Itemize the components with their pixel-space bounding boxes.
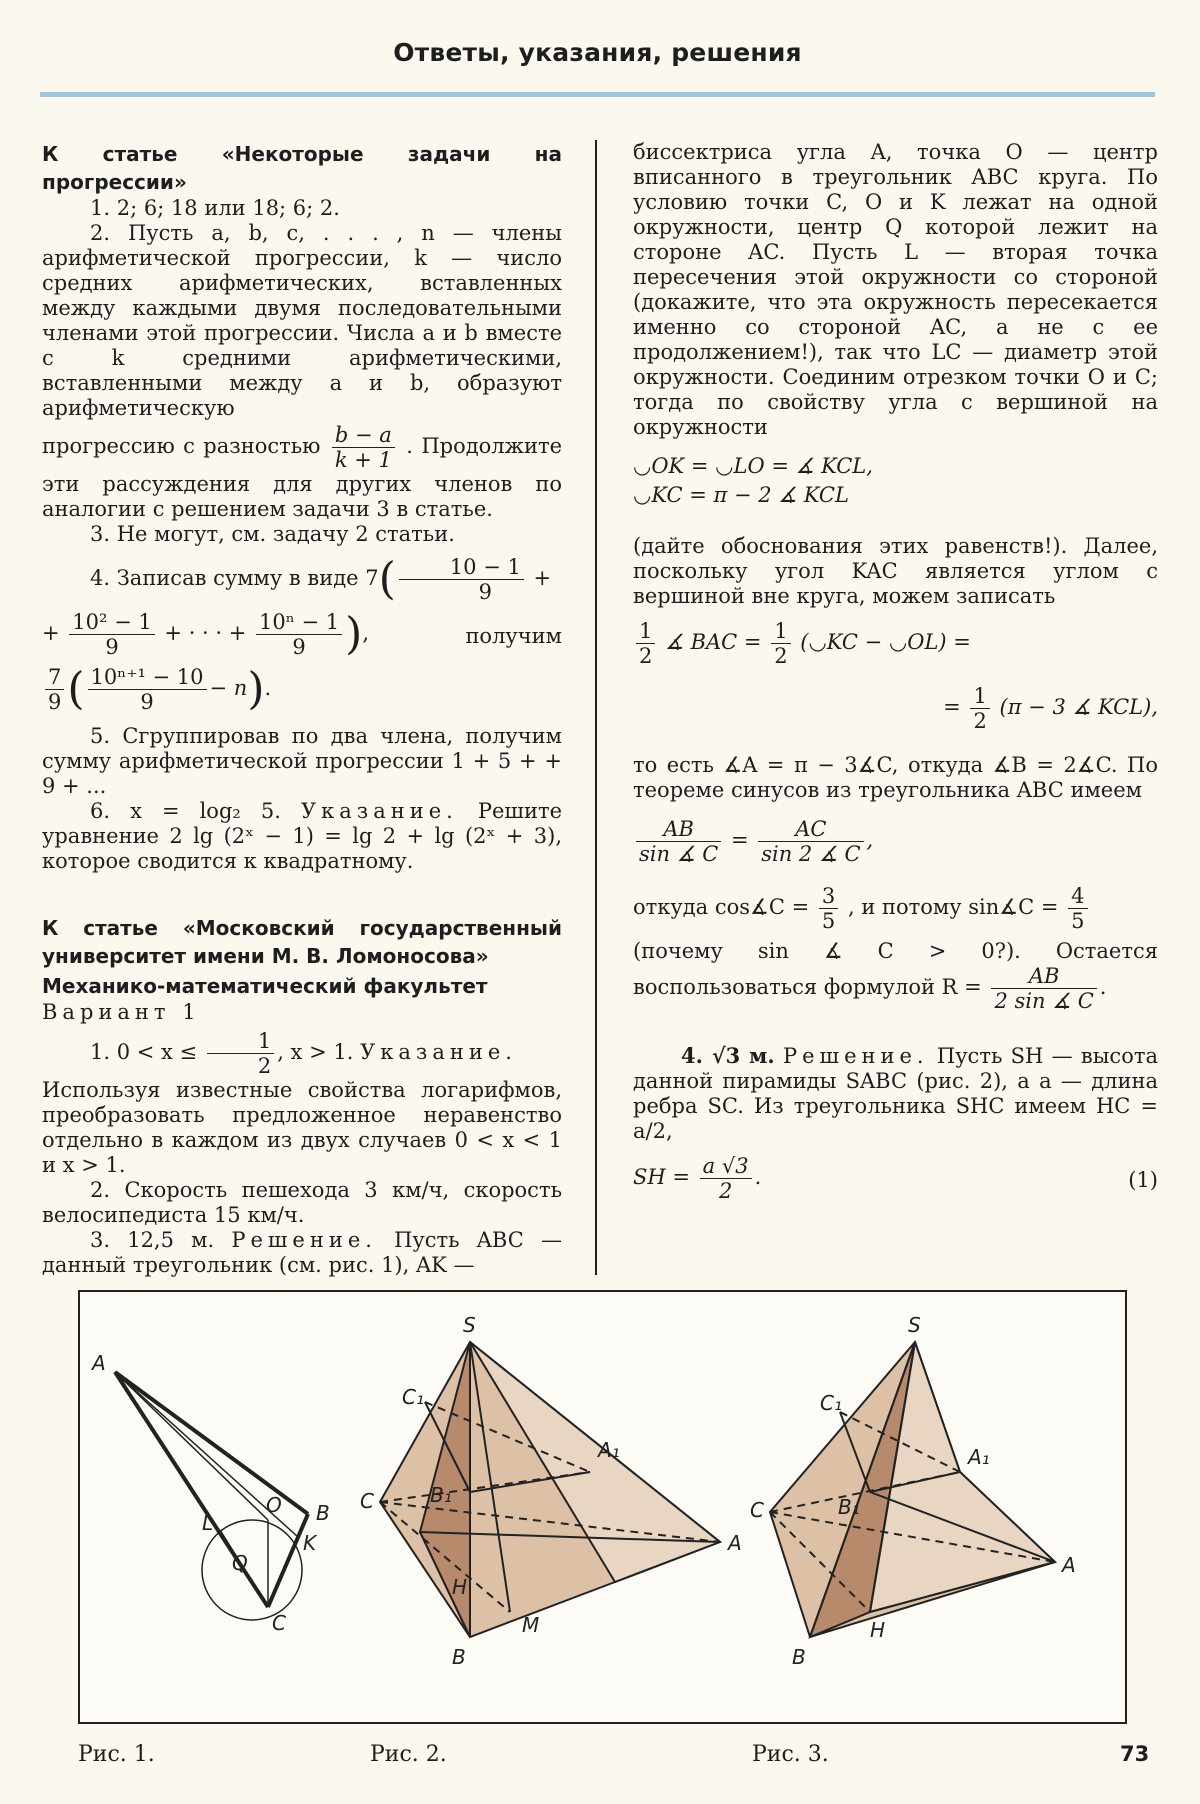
answer-5: 5. Сгруппировав по два члена, получим сумму арифметической прогрессии 1 + 5 + + 9 + ... (42, 724, 562, 798)
equation: (π − 3 ∡ KCL), (999, 695, 1158, 719)
fraction (771, 619, 790, 668)
fraction-den: 2 (973, 709, 987, 733)
fig2-label: H (452, 1575, 468, 1599)
fraction-num: AB (991, 964, 1096, 989)
fig3-label: B (792, 1645, 806, 1669)
answer-4-text: 4. Записав сумму в виде 7 (90, 566, 379, 590)
fraction-den: 9 (105, 635, 119, 659)
hint-label: Указание. (300, 799, 458, 823)
answer-6-result: 6. x = log₂ 5. (90, 799, 281, 823)
page-number: 73 (1120, 1742, 1150, 1766)
fraction-num: AB (636, 817, 721, 842)
answer-2-text: прогрессию с разностью (42, 434, 321, 458)
fig3-label: C₁ (820, 1391, 842, 1415)
figure-caption: Рис. 3. (752, 1742, 829, 1767)
fraction (69, 610, 154, 659)
fraction-num: b − a (332, 423, 395, 448)
fraction (758, 817, 863, 866)
fig3-label: A₁ (968, 1445, 990, 1469)
fig2-label: S (463, 1313, 476, 1337)
fraction (991, 964, 1096, 1013)
fig3-label: H (870, 1618, 886, 1642)
fraction (399, 555, 524, 604)
fraction-den: 9 (478, 580, 492, 604)
figure-1-labels (90, 1351, 330, 1635)
section-subtitle: Механико-математический факультет (42, 974, 488, 998)
solution-label: Решение. (783, 1044, 929, 1068)
fraction (332, 423, 395, 472)
fig3-label: C (750, 1498, 764, 1522)
equation: SH = (633, 1165, 690, 1189)
hint-label: Указание. (360, 1040, 517, 1064)
right-text: (почему sin ∡ C > 0?). Остается воспользоваться формулой R = (633, 939, 1158, 999)
fraction (1068, 884, 1087, 933)
fraction (88, 665, 207, 714)
figures-svg (80, 1292, 1125, 1722)
fig1-label: L (202, 1511, 214, 1535)
fraction-num: a √3 (700, 1154, 752, 1179)
figures-panel (78, 1290, 1127, 1724)
right-text: биссектриса угла A, точка O — центр вписанного в треугольник ABC круга. По условию точки C, O и K лежат на одной окружности, центр Q которой лежит на стороне AC. Пусть L — вторая точка пересечения этой окружности со стороной (докажите, что эта окружность пересекается именно со стороной AC, а не с ее продолжением!), так что LC — диаметр этой окружности. Соединим отрезком точки O и C; тогда по свойству угла с вершиной на окружности (633, 140, 1158, 439)
fraction-den: 2 (639, 644, 653, 668)
fig1-label: K (303, 1531, 317, 1555)
fig3-label: S (908, 1313, 921, 1337)
fraction-num: 1 (771, 619, 790, 644)
fraction-den: 2 sin ∡ C (994, 989, 1094, 1013)
fraction (45, 665, 64, 714)
fraction (819, 884, 838, 933)
fraction-num: 10ⁿ⁺¹ − 10 (88, 665, 207, 690)
figure-caption: Рис. 2. (370, 1742, 447, 1767)
fig1-label: A (92, 1351, 106, 1375)
right-column: биссектриса угла A, точка O — центр вписанного в треугольник ABC круга. По условию точки C, O и K лежат на одной окружности, центр Q которой лежит на стороне AC. Пусть L — вторая точка пересечения этой окружности со стороной (докажите, что эта окружность пересекается именно со стороной AC, а не с ее продолжением!), так что LC — диаметр этой окружности. Соединим отрезком точки O и C; тогда по свойству угла с вершиной на окружности ◡OK = ◡LO = ∡ KCL, ◡KC = π − 2 ∡ KCL (дайте обоснования этих равенств!). Далее, поскольку угол KAC является углом с вершиной вне круга, можем записать $\frac{1}{2}$ ∡ BAC = $\frac{1}{2}$ (◡KC − ◡OL) = = $\frac{1}{2}$ (π − 3 ∡ KCL), то есть ∡A = π − 3∡C, откуда ∡B = 2∡C. По теореме синусов из треугольника ABC имеем $\frac{AB}{\sin ∡ C}$ = $\frac{AC}{\sin 2 ∡ C}$ , откуда cos∡C = $\frac{3}{5}$ , и потому sin∡C = $\frac{4}{5}$ (почему sin ∡ C > 0?). Остается воспользоваться формулой R = $\frac{AB}{2 \sin ∡ C}$ . 4. √3 м. Решение. Пусть SH — высота данной пирамиды SABC (рис. 2), а a — длина ребра SC. Из треугольника SHC имеем HC = a/2, SH = $\frac{a √3}{2}$ . (1) (633, 140, 1158, 1203)
answer-q2: 2. Скорость пешехода 3 км/ч, скорость велосипедиста 15 км/ч. (42, 1178, 562, 1227)
answer-4-result: 4. √3 м. (681, 1043, 775, 1068)
fraction-num: AC (758, 817, 863, 842)
answer-3: 3. Не могут, см. задачу 2 статьи. (90, 522, 455, 546)
right-text: то есть ∡A = π − 3∡C, откуда ∡B = 2∡C. По теореме синусов из треугольника ABC имеем (633, 753, 1158, 802)
fig2-label: B (452, 1645, 466, 1669)
answer-2-text: . Продолжите эти рассуждения для других членов по аналогии с решением задачи 3 в статье. (42, 434, 562, 521)
fraction-num: 1 (207, 1029, 274, 1054)
equation: ∡ BAC = (665, 630, 762, 654)
fig1-circle (202, 1520, 302, 1620)
fraction-den: 5 (821, 909, 836, 933)
figure-3 (770, 1342, 1055, 1637)
equation: ◡KC = π − 2 ∡ KCL (633, 483, 849, 507)
fraction-den: 5 (1071, 909, 1085, 933)
fig1-label: Q (232, 1551, 248, 1575)
fig2-label: B₁ (430, 1483, 452, 1507)
fraction-den: sin 2 ∡ C (761, 842, 861, 866)
fraction (970, 684, 989, 733)
q1-result: , x > 1. (277, 1040, 354, 1064)
left-column: К статье «Некоторые задачи на прогрессии» 1. 2; 6; 18 или 18; 6; 2. 2. Пусть a, b, c, . . . , n — члены арифметической прогрессии, k — число средних арифметических, вставленных между каждыми двумя последовательными членами этой прогрессии. Числа a и b вместе с k средними арифметическими, вставленными между a и b, образуют арифметическую прогрессию с разностью $\frac{b - a}{k + 1}$ . Продолжите эти рассуждения для других членов по аналогии с решением задачи 3 в статье. 3. Не могут, см. задачу 2 статьи. 4. Записав сумму в виде 7( $\frac{10 - 1}{9}$ + + $\frac{\text{10² − 1}}{9}$ + · · · + $\frac{\text{10ⁿ − 1}}{9}$ ), получим $\frac{7}{9}$ ( $\frac{\text{10ⁿ⁺¹ − 10}}{9}$ − n). 5. Сгруппировав по два члена, получим сумму арифметической прогрессии 1 + 5 + + 9 + ... 6. x = log₂ 5. Указание. Решите уравнение 2 lg (2ˣ − 1) = lg 2 + lg (2ˣ + 3), которое сводится к квадратному. К статье «Московский государственный университет имени М. В. Ломоносова» Механико-математический факультет Вариант 1 1. 0 < x ≤ $\frac{1}{2}$ , x > 1. Указание. Используя известные свойства логарифмов, преобразовать предложенное неравенство отдельно в каждом из двух случаев 0 < x < 1 и x > 1. 2. Скорость пешехода 3 км/ч, скорость велосипедиста 15 км/ч. 3. 12,5 м. Решение. Пусть ABC — данный треугольник (см. рис. 1), AK — (42, 142, 562, 1277)
equation: = (943, 695, 961, 719)
q3-text: Пусть ABC — данный треугольник (см. рис. 1), AK — (42, 1228, 562, 1277)
fraction (207, 1029, 274, 1078)
answer-6-text: Решите уравнение 2 lg (2ˣ − 1) = lg 2 + lg (2ˣ + 3), которое сводится к квадратному. (42, 799, 562, 873)
q3-result: 3. 12,5 м. (90, 1228, 215, 1252)
page-title: Ответы, указания, решения (393, 38, 802, 67)
fraction-den: 9 (292, 635, 306, 659)
fig1-label: C (272, 1611, 286, 1635)
section-title-progressions: К статье «Некоторые задачи на прогрессии» (42, 142, 562, 194)
fraction-den: 2 (257, 1054, 272, 1078)
fraction-num: 1 (636, 619, 655, 644)
fraction-num: 10 − 1 (399, 555, 524, 580)
fraction-num: 10ⁿ − 1 (256, 610, 342, 635)
answer-2: 2. Пусть a, b, c, . . . , n — члены арифметической прогрессии, k — число средних арифметических, вставленных между каждыми двумя последовательными членами этой прогрессии. Числа a и b вместе с k средними арифметическими, вставленными между a и b, образуют арифметическую (42, 221, 562, 420)
fraction-den: k + 1 (334, 448, 392, 472)
figure-caption: Рис. 1. (78, 1742, 155, 1767)
fraction-num: 7 (45, 665, 64, 690)
fraction-den: 2 (774, 644, 788, 668)
fraction-num: 4 (1068, 884, 1087, 909)
equation: (◡KC − ◡OL) = (800, 630, 971, 654)
fig2-label: A₁ (598, 1438, 620, 1462)
fig2-label: A (728, 1531, 742, 1555)
fraction-den: 2 (718, 1179, 733, 1203)
equation: ◡OK = ◡LO = ∡ KCL, (633, 454, 873, 478)
fig1-label: B (316, 1501, 330, 1525)
fig2-label: M (522, 1613, 540, 1637)
answer-4-text: получим (465, 624, 562, 648)
fig1-label: O (266, 1493, 282, 1517)
answer-1: 1. 2; 6; 18 или 18; 6; 2. (90, 196, 340, 220)
fraction-num: 3 (819, 884, 838, 909)
right-text: (дайте обоснования этих равенств!). Далее, поскольку угол KAC является углом с вершиной вне круга, можем записать (633, 534, 1158, 608)
right-text: откуда cos∡C = (633, 895, 810, 919)
fraction-num: 1 (970, 684, 989, 709)
fraction-den: sin ∡ C (639, 842, 719, 866)
fraction-den: 9 (48, 690, 62, 714)
q1-result: 1. 0 < x ≤ (90, 1040, 198, 1064)
column-divider (595, 140, 597, 1275)
fraction (636, 619, 655, 668)
right-text: Пусть SH — высота данной пирамиды SABC (рис. 2), а a — длина ребра SC. Из треугольника SHC имеем HC = a/2, (633, 1044, 1158, 1143)
fig1-line (115, 1372, 268, 1520)
variant-title: Вариант 1 (42, 1000, 201, 1024)
fraction-den: 9 (140, 690, 154, 714)
fraction (700, 1154, 752, 1203)
fraction (256, 610, 342, 659)
equation-tag: (1) (1128, 1168, 1158, 1192)
fig2-label: C₁ (402, 1385, 424, 1409)
fraction (636, 817, 721, 866)
fraction-num: 10² − 1 (69, 610, 154, 635)
solution-label: Решение. (231, 1228, 377, 1252)
dots: + · · · + (164, 621, 247, 645)
right-text: , и потому sin∡C = (847, 895, 1059, 919)
section-title-msu: К статье «Московский государственный университет имени М. В. Ломоносова» (42, 916, 562, 968)
header-rule (40, 92, 1155, 97)
math-text: − n (209, 676, 248, 700)
fig3-label: A (1062, 1553, 1076, 1577)
fig2-label: C (360, 1489, 374, 1513)
q1-text: Используя известные свойства логарифмов, преобразовать предложенное неравенство отдельно в каждом из двух случаев 0 < x < 1 и x > 1. (42, 1078, 562, 1177)
fig3-label: B₁ (838, 1495, 860, 1519)
